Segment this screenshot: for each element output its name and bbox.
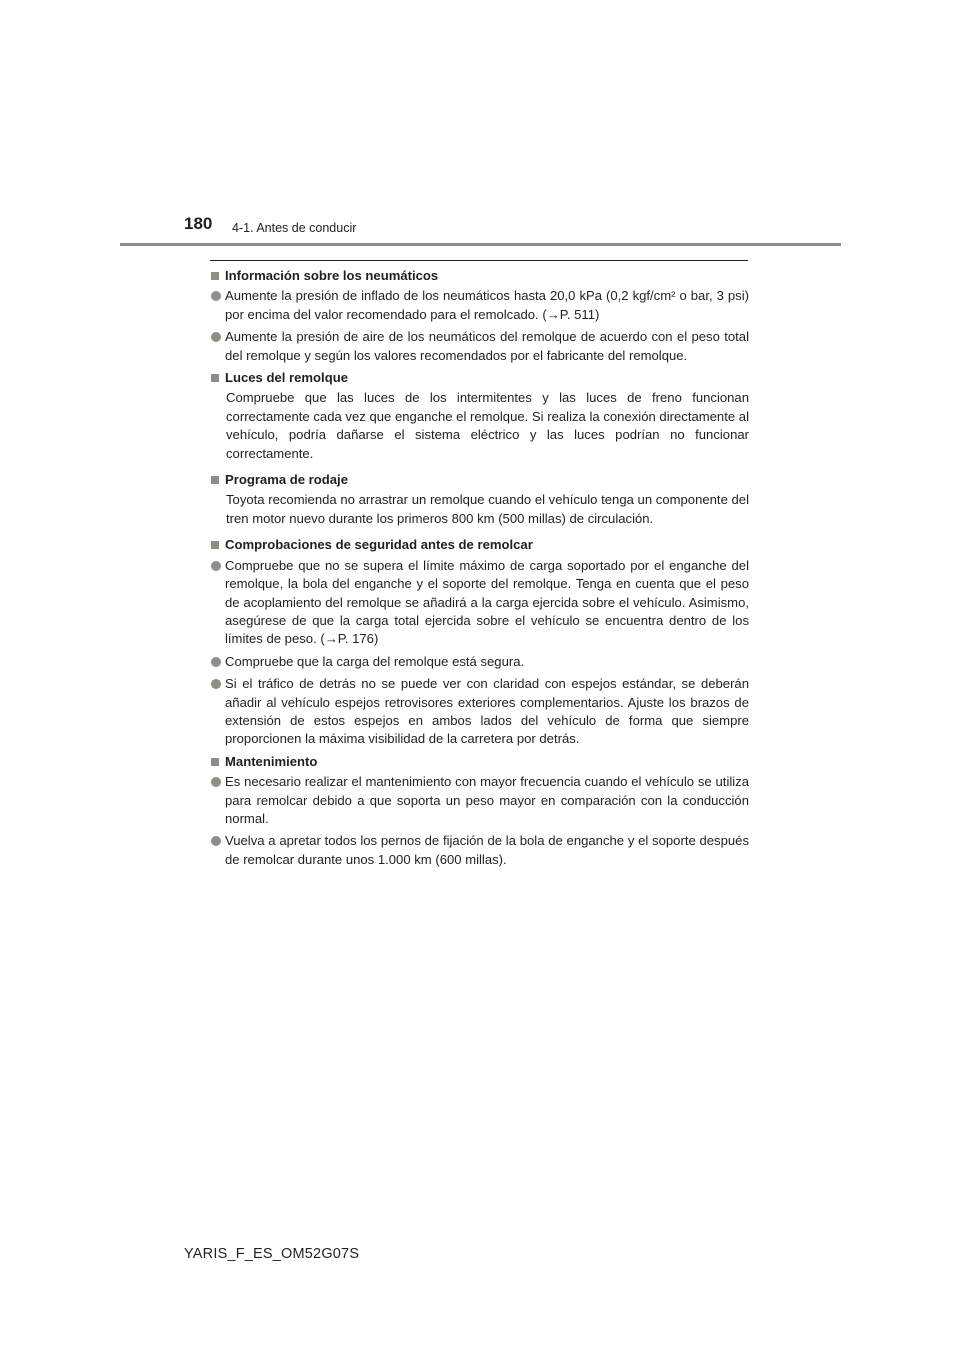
list-item-text: Si el tráfico de detrás no se puede ver con claridad con espejos estándar, se deberán añadir al vehículo espejos retrovisores exteriores complementarios. Ajuste los brazos de extensión de estos espejos en ambos lados del vehículo de forma que siempre proporcionen la máxima visibilidad de la carretera por detrás. [225,676,749,747]
section-trailer-lights [211,369,749,471]
square-bullet-icon [211,476,219,484]
section-heading [211,536,749,554]
list-item-text: Es necesario realizar el mantenimiento con mayor frecuencia cuando el vehículo se utiliza para remolcar debido a que soporta un peso mayor en comparación con la conducción normal. [225,774,749,826]
section-safety-checks [211,536,749,748]
list-item [211,653,749,671]
chapter-title: 4-1. Antes de conducir [232,221,357,235]
circle-bullet-icon [211,291,221,301]
list-item [211,773,749,828]
list-item [211,675,749,749]
document-code: YARIS_F_ES_OM52G07S [184,1246,360,1262]
list-item-text: Aumente la presión de inflado de los neumáticos hasta 20,0 kPa (0,2 kgf/cm² o bar, 3 psi) por encima del valor recomendado para el remolcado. (→P. 511) [225,288,749,322]
section-heading-text: Comprobaciones de seguridad antes de remolcar [225,537,533,553]
list-item [211,557,749,649]
square-bullet-icon [211,272,219,280]
section-rule [210,260,748,261]
circle-bullet-icon [211,836,221,846]
list-item [211,832,749,869]
section-heading-text: Información sobre los neumáticos [225,268,439,283]
list-item-text: Aumente la presión de aire de los neumáticos del remolque de acuerdo con el peso total del remolque y según los valores recomendados por el fabricante del remolque. [225,329,749,363]
circle-bullet-icon [211,561,221,571]
section-paragraph: Toyota recomienda no arrastrar un remolque cuando el vehículo tenga un componente del tren motor nuevo durante los primeros 800 km (500 millas) de circulación. [226,492,749,526]
header-rule [120,243,841,246]
list-item-text: Compruebe que la carga del remolque está segura. [225,653,525,669]
section-heading-text: Luces del remolque [225,370,348,386]
page-number: 180 [184,214,213,233]
list-item-text: Compruebe que no se supera el límite máximo de carga soportado por el enganche del remolque, la bola del enganche y el soporte del remolque. Tenga en cuenta que el peso de acoplamiento del remolque se añadirá a la carga ejercida sobre el vehículo. Asimismo, asegúrese de que la carga total ejercida sobre el vehículo se encuentra dentro de los límites de peso. (→P. 176) [225,557,749,647]
page-content [211,267,749,873]
square-bullet-icon [211,758,219,766]
section-heading [211,267,749,285]
section-heading-text: Programa de rodaje [225,472,348,488]
circle-bullet-icon [211,777,221,787]
section-heading [211,753,749,771]
square-bullet-icon [211,374,219,382]
circle-bullet-icon [211,657,221,667]
section-heading [211,471,749,489]
section-paragraph: Compruebe que las luces de los intermitentes y las luces de freno funcionan correctamente cada vez que enganche el remolque. Si realiza la conexión directamente al vehículo, podría dañarse el sistema eléctrico y las luces podrían no funcionar correctamente. [226,390,749,461]
section-heading [211,369,749,387]
section-tire-info [211,267,749,365]
section-maintenance [211,753,749,869]
section-heading-text: Mantenimiento [225,753,318,769]
circle-bullet-icon [211,332,221,342]
list-item-text: Vuelva a apretar todos los pernos de fijación de la bola de enganche y el soporte después de remolcar durante unos 1.000 km (600 millas). [225,833,749,867]
square-bullet-icon [211,541,219,549]
list-item [211,287,749,324]
section-break-in [211,471,749,536]
circle-bullet-icon [211,679,221,689]
list-item [211,328,749,365]
